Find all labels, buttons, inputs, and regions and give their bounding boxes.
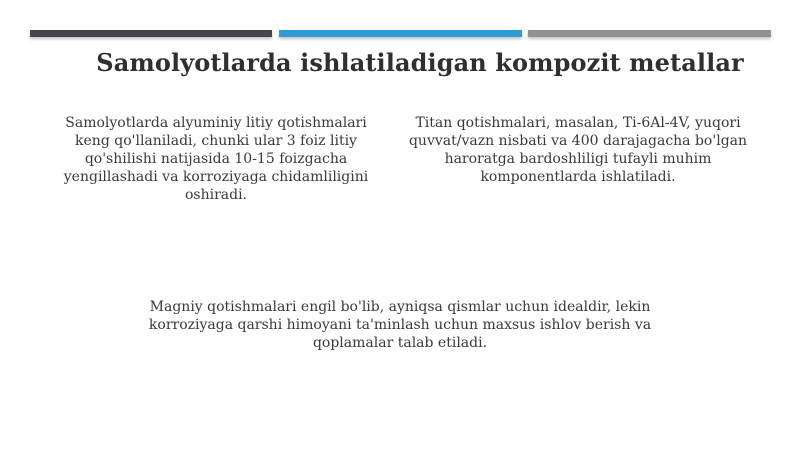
paragraph-aluminum-lithium: Samolyotlarda alyuminiy litiy qotishmalari keng qo'llaniladi, chunki ular 3 foiz litiy qo'shilishi natijasida 10-15 foizgacha yengillashadi va korroziyaga chidamliligini oshiradi. xyxy=(63,115,369,203)
accent-bar-gray xyxy=(528,30,771,37)
slide-title: Samolyotlarda ishlatiladigan kompozit metallar xyxy=(96,48,744,77)
accent-bar-dark xyxy=(30,30,272,37)
paragraph-titanium: Titan qotishmalari, masalan, Ti-6Al-4V, yuqori quvvat/vazn nisbati va 400 darajagacha bo'lgan haroratga bardoshliligi tufayli muhim komponentlarda ishlatiladi. xyxy=(408,115,748,185)
paragraph-magnesium: Magniy qotishmalari engil bo'lib, ayniqsa qismlar uchun idealdir, lekin korroziyaga qarshi himoyani ta'minlash uchun maxsus ishlov berish va qoplamalar talab etiladi. xyxy=(148,299,652,351)
accent-bar-blue xyxy=(279,30,522,37)
